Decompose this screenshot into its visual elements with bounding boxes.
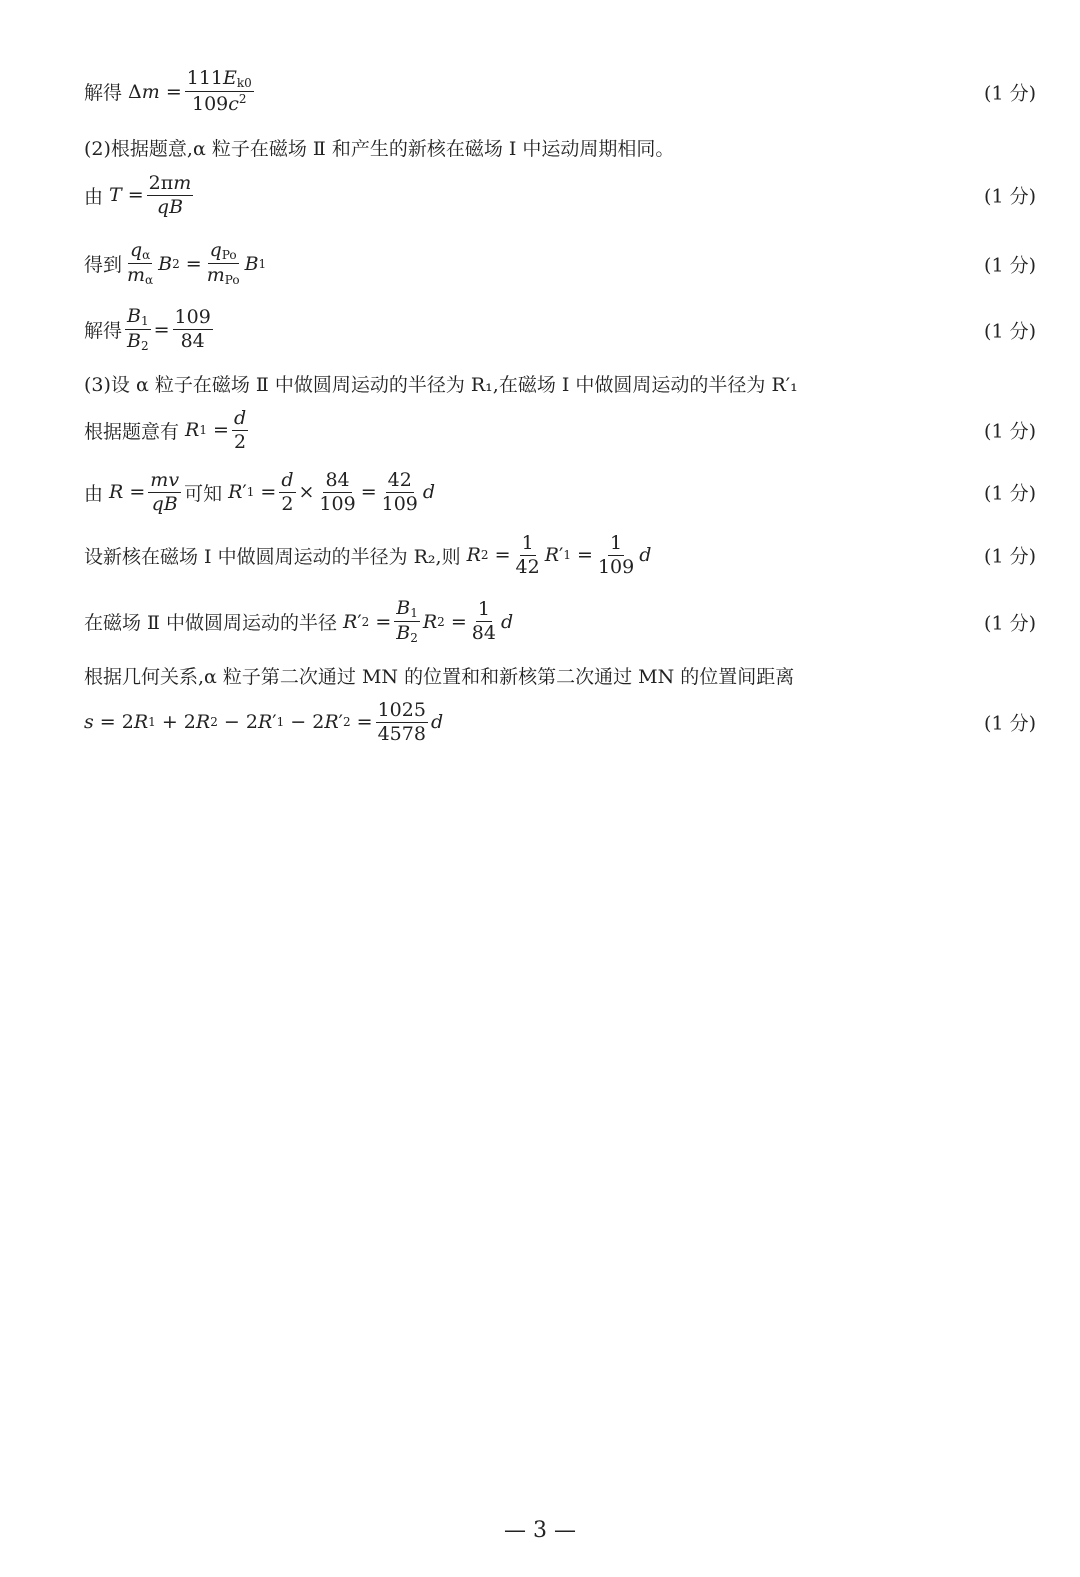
label: 解得 <box>84 82 123 105</box>
label: 得到 <box>84 254 123 277</box>
label: 由 <box>84 185 104 208</box>
fraction: $\frac{111E_{k0}}{109c^2}$ <box>186 67 252 116</box>
equation-r2: 设新核在磁场 Ⅰ 中做圆周运动的半径为 R₂,则 R 2 = $\frac{1}{42}$ R ′ 1 = $\frac{1}{109}$ d (1 分) <box>84 532 1036 578</box>
score-mark: (1 分) <box>984 482 1036 505</box>
score-mark: (1 分) <box>984 320 1036 343</box>
label-mid: 可知 <box>184 482 223 505</box>
text-line-geometry: 根据几何关系,α 粒子第二次通过 MN 的位置和和新核第二次通过 MN 的位置间距离 <box>84 666 795 688</box>
text-line-part2: (2)根据题意,α 粒子在磁场 Ⅱ 和产生的新核在磁场 Ⅰ 中运动周期相同。 <box>84 138 675 160</box>
label: 由 <box>84 482 104 505</box>
score-mark: (1 分) <box>984 254 1036 277</box>
score-mark: (1 分) <box>984 712 1036 735</box>
equation-distance: s = 2 R 1 + 2 R 2 − 2 R ′ 1 − 2 R ′ 2 = $\frac{1025}{4578}$ d (1 分) <box>84 699 1036 745</box>
label: 解得 <box>84 320 123 343</box>
equation-r1: 根据题意有 R 1 = $\frac{d}{2}$ (1 分) <box>84 407 1036 453</box>
page-number: — 3 — <box>504 1518 576 1543</box>
score-mark: (1 分) <box>984 420 1036 443</box>
equation-ratio: 得到 $\frac{q_\alpha}{m_\alpha}$ B 2 = $\frac{q_{Po}}{m_{Po}}$ B 1 (1 分) <box>84 239 1036 288</box>
label: 在磁场 Ⅱ 中做圆周运动的半径 <box>84 612 337 635</box>
equation-b-ratio: 解得 $\frac{B_1}{B_2}$ = $\frac{109}{84}$ (1 分) <box>84 305 1036 354</box>
label: 根据题意有 <box>84 420 180 443</box>
score-mark: (1 分) <box>984 185 1036 208</box>
equation-r1-prime: 由 R = $\frac{mv}{qB}$ 可知 R ′ 1 = $\frac{d}{2}$ × $\frac{84}{109}$ = $\frac{42}{109}$ d (1 分) <box>84 469 1036 515</box>
score-mark: (1 分) <box>984 545 1036 568</box>
equation-period: 由 T = $\frac{2\pi m}{qB}$ (1 分) <box>84 172 1036 218</box>
text-line-part3: (3)设 α 粒子在磁场 Ⅱ 中做圆周运动的半径为 R₁,在磁场 Ⅰ 中做圆周运动的半径为 R′₁ <box>84 374 798 396</box>
score-mark: (1 分) <box>984 612 1036 635</box>
equation-delta-m: 解得 Δ m = $\frac{111E_{k0}}{109c^2}$ (1 分) <box>84 67 1036 116</box>
label: 设新核在磁场 Ⅰ 中做圆周运动的半径为 R₂,则 <box>84 545 461 568</box>
score-mark: (1 分) <box>984 82 1036 105</box>
equation-r2-prime: 在磁场 Ⅱ 中做圆周运动的半径 R ′ 2 = $\frac{B_1}{B_2}$ R 2 = $\frac{1}{84}$ d (1 分) <box>84 597 1036 646</box>
